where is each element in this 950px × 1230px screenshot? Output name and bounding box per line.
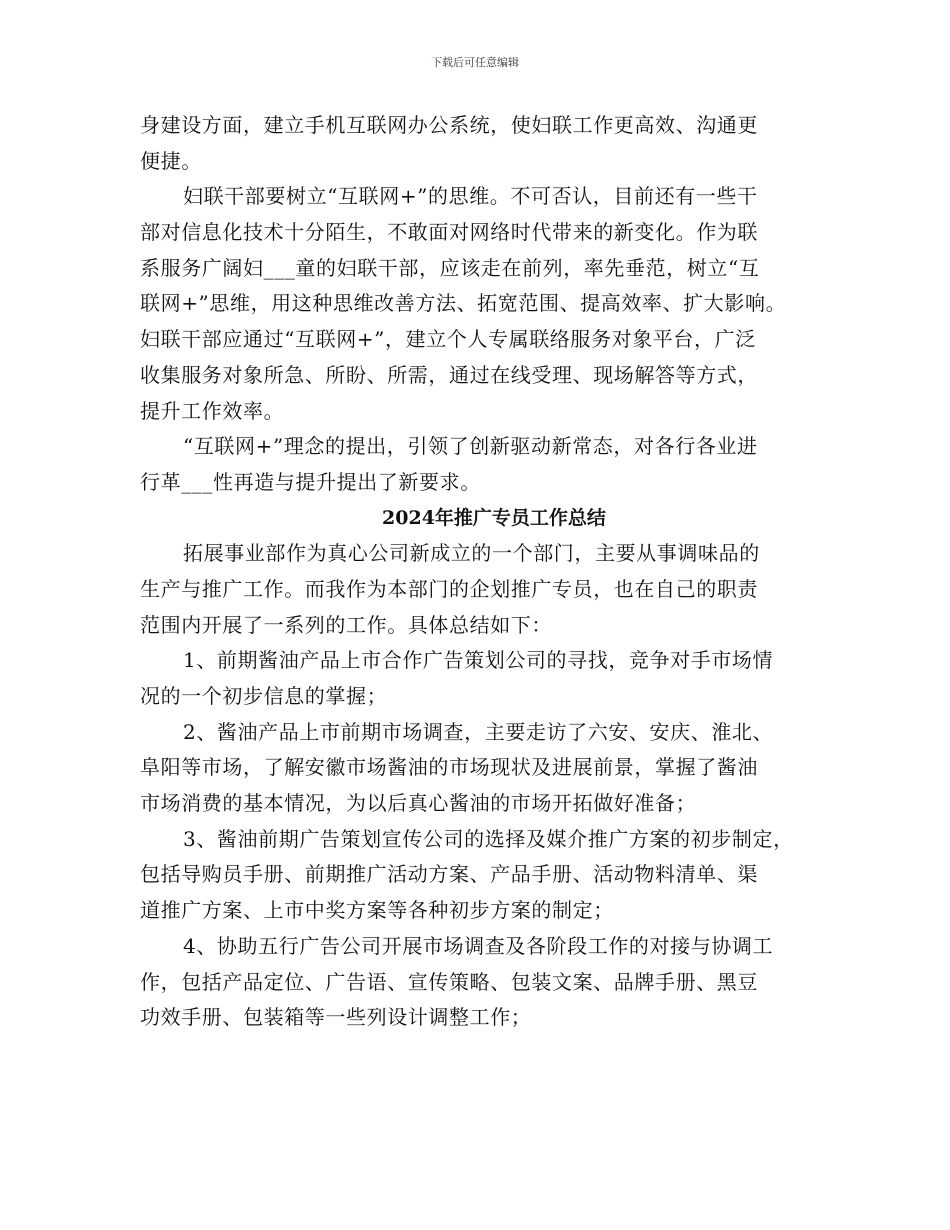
text-line: 行革___性再造与提升提出了新要求。 xyxy=(140,469,481,494)
text-line: 况的一个初步信息的掌握； xyxy=(140,684,388,708)
text-line: 妇联干部应通过“互联网+”，建立个人专属联络服务对象平台，广泛 xyxy=(140,327,756,352)
text-line: 生产与推广工作。而我作为本部门的企划推广专员，也在自己的职责 xyxy=(140,576,758,601)
text-line: “互联网+”理念的提出，引领了创新驱动新常态，对各行各业进 xyxy=(183,434,758,459)
paragraph xyxy=(140,715,820,822)
text-line: 4、协助五行广告公司开展市场调查及各阶段工作的对接与协调工 xyxy=(183,933,774,958)
text-line: 包括导购员手册、前期推广活动方案、产品手册、活动物料清单、渠 xyxy=(140,862,758,887)
text-line: 阜阳等市场，了解安徽市场酱油的市场现状及进展前景，掌握了酱油 xyxy=(140,755,758,780)
paragraph xyxy=(140,429,820,500)
paragraph xyxy=(140,929,820,1036)
text-line: 系服务广阔妇___童的妇联干部，应该走在前列，率先垂范，树立“互 xyxy=(140,255,760,280)
paragraph xyxy=(140,536,820,643)
text-line: 作，包括产品定位、广告语、宣传策略、包装文案、品牌手册、黑豆 xyxy=(140,969,758,994)
page-header: 下载后可任意编辑 xyxy=(431,56,519,69)
paragraph xyxy=(140,108,820,179)
text-line: 功效手册、包装箱等一些列设计调整工作； xyxy=(140,1005,532,1030)
text-line: 道推广方案、上市中奖方案等各种初步方案的制定； xyxy=(140,898,614,923)
paragraph xyxy=(140,179,820,429)
text-line: 3、酱油前期广告策划宣传公司的选择及媒介推广方案的初步制定， xyxy=(183,826,794,851)
text-line: 拓展事业部作为真心公司新成立的一个部门，主要从事调味品的 xyxy=(183,541,760,566)
text-line: 妇联干部要树立“互联网+”的思维。不可否认，目前还有一些干 xyxy=(183,184,758,209)
text-line: 1、前期酱油产品上市合作广告策划公司的寻找，竞争对手市场情 xyxy=(183,648,774,673)
text-line: 联网+”思维，用这种思维改善方法、拓宽范围、提高效率、扩大影响。 xyxy=(140,291,787,316)
text-line: 收集服务对象所急、所盼、所需，通过在线受理、现场解答等方式， xyxy=(140,362,758,387)
text-line: 提升工作效率。 xyxy=(140,398,285,423)
text-line: 部对信息化技术十分陌生，不敢面对网络时代带来的新变化。作为联 xyxy=(140,220,758,245)
paragraphs-before xyxy=(140,108,820,501)
text-line: 身建设方面，建立手机互联网办公系统，使妇联工作更高效、沟通更 xyxy=(140,113,758,137)
text-line: 便捷。 xyxy=(140,148,202,173)
document-body xyxy=(140,108,820,1036)
paragraphs-after xyxy=(140,536,820,1036)
text-line: 范围内开展了一系列的工作。具体总结如下： xyxy=(140,612,552,637)
text-line: 市场消费的基本情况，为以后真心酱油的市场开拓做好准备； xyxy=(140,791,697,816)
section-title: 2024年推广专员工作总结 xyxy=(382,506,606,529)
text-line: 2、酱油产品上市前期市场调查，主要走访了六安、安庆、淮北、 xyxy=(183,719,774,744)
paragraph xyxy=(140,822,820,929)
paragraph xyxy=(140,643,820,714)
